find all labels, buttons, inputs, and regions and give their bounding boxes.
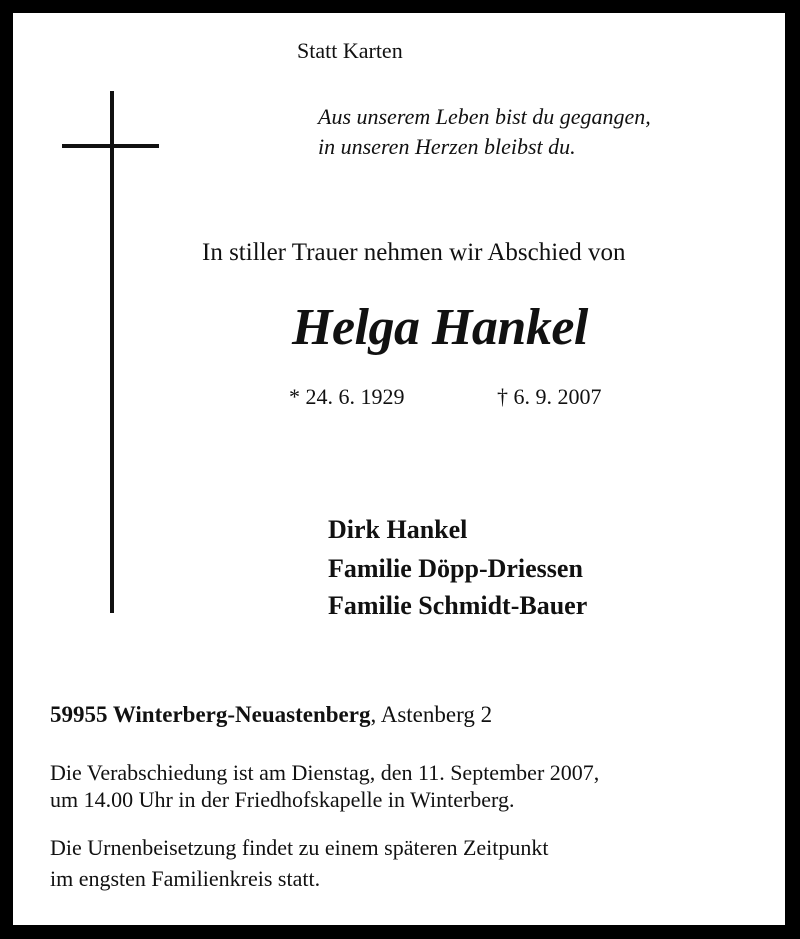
deceased-name: Helga Hankel — [292, 299, 588, 356]
intro-text: In stiller Trauer nehmen wir Abschied von — [202, 239, 626, 266]
address-street: , Astenberg 2 — [370, 702, 493, 727]
cross-icon-bar — [62, 144, 159, 148]
address-city: 59955 Winterberg-Neuastenberg — [50, 702, 371, 727]
obituary-notice — [13, 13, 785, 925]
statt-karten: Statt Karten — [297, 38, 403, 63]
mourner: Familie Döpp-Driessen — [328, 554, 583, 583]
quote-line-1: Aus unserem Leben bist du gegangen, — [318, 104, 651, 129]
address — [50, 703, 492, 726]
mourner: Familie Schmidt-Bauer — [328, 591, 588, 620]
birth-date: * 24. 6. 1929 — [289, 384, 405, 409]
farewell-line-2: um 14.00 Uhr in der Friedhofskapelle in Winterberg. — [50, 787, 515, 812]
burial-line-2: im engsten Familienkreis statt. — [50, 866, 321, 891]
cross-icon — [110, 91, 114, 613]
burial-line-1: Die Urnenbeisetzung findet zu einem späteren Zeitpunkt — [50, 835, 549, 860]
quote-line-2: in unseren Herzen bleibst du. — [318, 134, 576, 159]
mourner: Dirk Hankel — [328, 515, 468, 544]
death-date: † 6. 9. 2007 — [497, 384, 602, 409]
farewell-line-1: Die Verabschiedung ist am Dienstag, den 11. September 2007, — [50, 760, 600, 785]
